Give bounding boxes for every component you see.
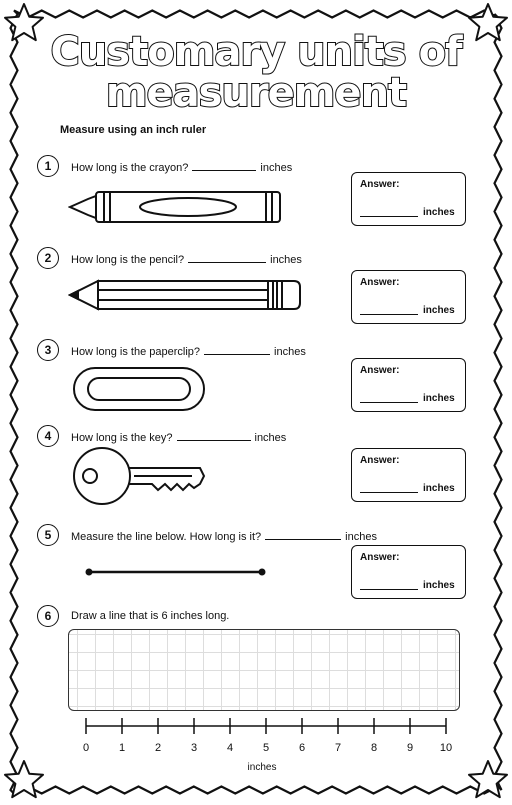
question-1-blank[interactable] (192, 160, 256, 171)
question-2-text: How long is the pencil? (71, 254, 185, 266)
answer-box-5[interactable] (351, 545, 466, 599)
question-5-blank[interactable] (265, 529, 341, 540)
answer-line[interactable] (360, 492, 418, 493)
question-4-blank[interactable] (177, 430, 251, 441)
crayon-icon (68, 186, 284, 228)
question-5-unit: inches (345, 531, 377, 543)
answer-box-1[interactable] (351, 172, 466, 226)
answer-label: Answer: (360, 365, 400, 376)
question-number-6: 6 (37, 605, 59, 627)
ruler-tick-label: 2 (154, 742, 162, 754)
ruler-tick-label: 10 (439, 742, 453, 754)
ruler-unit-label: inches (247, 762, 277, 773)
paperclip-icon (72, 366, 208, 412)
question-1-text: How long is the crayon? (71, 162, 189, 174)
question-4-unit: inches (254, 432, 287, 444)
drawing-grid[interactable] (68, 629, 460, 711)
question-1-unit: inches (260, 162, 293, 174)
question-number-4: 4 (37, 425, 59, 447)
question-number-1: 1 (37, 155, 59, 177)
ruler-tick-label: 3 (190, 742, 198, 754)
answer-line[interactable] (360, 216, 418, 217)
question-3-unit: inches (274, 346, 306, 358)
ruler-tick-label: 7 (334, 742, 342, 754)
question-4-text: How long is the key? (71, 432, 173, 444)
answer-line[interactable] (360, 314, 418, 315)
page-title-line-1: Customary units of (50, 29, 462, 75)
question-2 (71, 252, 302, 266)
answer-box-4[interactable] (351, 448, 466, 502)
answer-unit: inches (423, 305, 455, 316)
answer-label: Answer: (360, 552, 400, 563)
answer-box-2[interactable] (351, 270, 466, 324)
inch-ruler (70, 718, 462, 758)
ruler-tick-label: 9 (406, 742, 414, 754)
question-6-text: Draw a line that is 6 inches long. (71, 610, 230, 622)
question-5 (71, 529, 377, 543)
question-5-text: Measure the line below. How long is it? (71, 531, 262, 543)
question-4 (71, 430, 286, 444)
question-1 (71, 160, 292, 174)
question-number-2: 2 (37, 247, 59, 269)
ruler-tick-label: 0 (82, 742, 90, 754)
ruler-tick-label: 4 (226, 742, 234, 754)
line-segment-to-measure (84, 566, 268, 578)
question-2-blank[interactable] (188, 252, 266, 263)
answer-label: Answer: (360, 277, 400, 288)
answer-unit: inches (423, 207, 455, 218)
ruler-tick-label: 5 (262, 742, 270, 754)
answer-unit: inches (423, 393, 455, 404)
question-number-3: 3 (37, 339, 59, 361)
pencil-icon (68, 277, 304, 313)
answer-line[interactable] (360, 589, 418, 590)
line-endpoint-left (86, 569, 93, 576)
page-title-line-2: measurement (105, 70, 407, 116)
line-endpoint-right (259, 569, 266, 576)
question-3 (71, 344, 306, 358)
ruler-tick-label: 6 (298, 742, 306, 754)
question-6 (71, 610, 229, 622)
ruler-tick-label: 8 (370, 742, 378, 754)
instruction-text: Measure using an inch ruler (60, 124, 207, 136)
answer-label: Answer: (360, 179, 400, 190)
answer-box-3[interactable] (351, 358, 466, 412)
question-3-blank[interactable] (204, 344, 270, 355)
answer-unit: inches (423, 483, 455, 494)
key-icon (72, 446, 206, 508)
answer-label: Answer: (360, 455, 400, 466)
question-3-text: How long is the paperclip? (71, 346, 201, 358)
answer-line[interactable] (360, 402, 418, 403)
question-number-5: 5 (37, 524, 59, 546)
ruler-tick-label: 1 (118, 742, 126, 754)
question-2-unit: inches (270, 254, 302, 266)
answer-unit: inches (423, 580, 455, 591)
